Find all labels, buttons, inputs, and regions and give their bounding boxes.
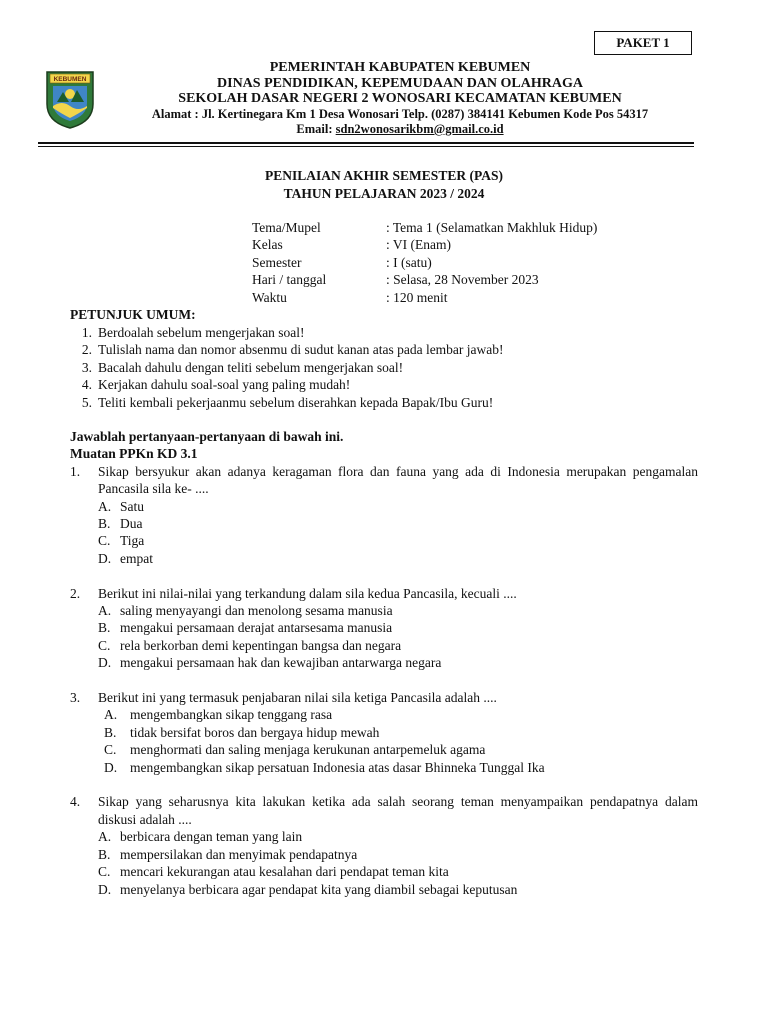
question-stem xyxy=(70,793,698,828)
question-text: Berikut ini yang termasuk penjabaran nilai sila ketiga Pancasila adalah .... xyxy=(98,690,497,706)
option-letter: C. xyxy=(98,533,111,549)
option-text: berbicara dengan teman yang lain xyxy=(120,829,303,845)
letterhead-divider-thick xyxy=(38,142,694,144)
answer-option[interactable] xyxy=(70,881,698,898)
info-key: Semester xyxy=(252,254,302,270)
school-name: SEKOLAH DASAR NEGERI 2 WONOSARI KECAMATAN KEBUMEN xyxy=(178,91,622,106)
option-letter: B. xyxy=(98,846,111,862)
option-text: mengembangkan sikap tenggang rasa xyxy=(130,707,333,723)
option-text: mengakui persamaan hak dan kewajiban antarwarga negara xyxy=(120,655,442,671)
answer-option[interactable] xyxy=(70,828,698,845)
answer-option[interactable] xyxy=(70,863,698,880)
option-text: menghormati dan saling menjaga kerukunan antarpemeluk agama xyxy=(130,742,486,758)
exam-info-row xyxy=(252,236,597,253)
exam-info xyxy=(252,219,597,306)
option-letter: A. xyxy=(104,707,118,723)
answer-option[interactable] xyxy=(70,759,698,776)
kebumen-emblem-logo xyxy=(44,68,96,130)
question-number: 4. xyxy=(70,794,81,810)
option-text: mengakui persamaan derajat antarsesama manusia xyxy=(120,620,393,636)
option-letter: B. xyxy=(104,724,117,740)
spacer xyxy=(70,672,698,689)
info-value: : 120 menit xyxy=(386,289,448,305)
option-letter: C. xyxy=(98,864,111,880)
info-key: Tema/Mupel xyxy=(252,220,321,235)
option-text: empat xyxy=(120,550,153,566)
paket-label: PAKET 1 xyxy=(594,31,692,55)
answer-option[interactable] xyxy=(70,532,698,549)
school-email[interactable]: sdn2wonosarikbm@gmail.co.id xyxy=(335,122,504,136)
question-text: Berikut ini nilai-nilai yang terkandung dalam sila kedua Pancasila, kecuali .... xyxy=(98,585,517,601)
instruction-text: Teliti kembali pekerjaanmu sebelum diserahkan kepada Bapak/Ibu Guru! xyxy=(98,394,494,410)
option-text: mengembangkan sikap persatuan Indonesia atas dasar Bhinneka Tunggal Ika xyxy=(130,759,545,775)
info-value: : Tema 1 (Selamatkan Makhluk Hidup) xyxy=(386,220,598,235)
option-letter: C. xyxy=(104,742,117,758)
option-text: Dua xyxy=(120,516,143,532)
answer-option[interactable] xyxy=(70,654,698,671)
questions-instruction: Jawablah pertanyaan-pertanyaan di bawah ini. xyxy=(70,429,344,444)
question xyxy=(70,585,698,672)
option-letter: A. xyxy=(98,603,112,619)
info-key: Waktu xyxy=(252,289,287,305)
exam-info-row xyxy=(252,219,597,236)
answer-option[interactable] xyxy=(70,637,698,654)
instruction-number: 5. xyxy=(81,394,92,410)
school-email-line xyxy=(110,122,690,138)
info-key: Kelas xyxy=(252,237,283,253)
instruction-text: Bacalah dahulu dengan teliti sebelum mengerjakan soal! xyxy=(98,359,404,375)
question-text: Sikap bersyukur akan adanya keragaman flora dan fauna yang ada di Indonesia merupakan pengamalan Pancasila sila ke- .... xyxy=(98,463,698,497)
answer-option[interactable] xyxy=(70,724,698,741)
instruction-number: 2. xyxy=(81,342,92,358)
option-letter: A. xyxy=(98,498,112,514)
answer-option[interactable] xyxy=(70,619,698,636)
answer-option[interactable] xyxy=(70,741,698,758)
office-name: DINAS PENDIDIKAN, KEPEMUDAAN DAN OLAHRAGA xyxy=(217,75,583,91)
instruction-text: Kerjakan dahulu soal-soal yang paling mudah! xyxy=(98,377,351,393)
question-text: Sikap yang seharusnya kita lakukan ketika ada salah seorang teman menyampaikan pendapatnya dalam diskusi adalah .... xyxy=(98,794,698,827)
option-letter: C. xyxy=(98,637,111,653)
answer-option[interactable] xyxy=(70,515,698,532)
instruction-item xyxy=(70,359,698,377)
exam-title xyxy=(70,167,698,203)
exam-title-line2: TAHUN PELAJARAN 2023 / 2024 xyxy=(283,186,485,201)
option-letter: D. xyxy=(104,759,118,775)
subject-section-title: Muatan PPKn KD 3.1 xyxy=(70,446,198,462)
exam-title-line1: PENILAIAN AKHIR SEMESTER (PAS) xyxy=(265,168,503,183)
question-number: 3. xyxy=(70,690,81,706)
answer-option[interactable] xyxy=(70,550,698,567)
questions-section xyxy=(70,428,698,898)
instruction-text: Berdoalah sebelum mengerjakan soal! xyxy=(98,324,305,340)
question-stem xyxy=(70,585,698,602)
option-text: rela berkorban demi kepentingan bangsa dan negara xyxy=(120,637,402,653)
option-text: tidak bersifat boros dan bergaya hidup mewah xyxy=(130,724,380,740)
exam-info-row xyxy=(252,271,597,288)
question-number: 1. xyxy=(70,463,81,479)
info-value: : I (satu) xyxy=(386,254,432,270)
answer-option[interactable] xyxy=(70,602,698,619)
question-stem xyxy=(70,689,698,706)
instruction-number: 4. xyxy=(81,377,92,393)
letterhead-divider-thin xyxy=(38,146,694,147)
email-label: Email: xyxy=(296,122,336,136)
letterhead xyxy=(110,60,690,138)
instruction-item xyxy=(70,376,698,394)
question-stem xyxy=(70,463,698,498)
option-text: saling menyayangi dan menolong sesama manusia xyxy=(120,603,393,619)
answer-option[interactable] xyxy=(70,706,698,723)
gov-name: PEMERINTAH KABUPATEN KEBUMEN xyxy=(269,60,531,75)
instruction-number: 3. xyxy=(81,359,92,375)
question xyxy=(70,793,698,897)
option-letter: D. xyxy=(98,655,112,671)
option-text: Satu xyxy=(120,498,145,514)
question xyxy=(70,463,698,567)
info-key: Hari / tanggal xyxy=(252,272,327,288)
info-value: : Selasa, 28 November 2023 xyxy=(386,272,539,288)
instruction-item xyxy=(70,341,698,359)
school-address: Alamat : Jl. Kertinegara Km 1 Desa Wonosari Telp. (0287) 384141 Kebumen Kode Pos 54317 xyxy=(151,106,649,121)
option-letter: B. xyxy=(98,516,111,532)
instruction-item xyxy=(70,324,698,342)
option-letter: D. xyxy=(98,550,112,566)
question-number: 2. xyxy=(70,585,81,601)
question xyxy=(70,689,698,776)
answer-option[interactable] xyxy=(70,498,698,515)
exam-info-row xyxy=(252,289,597,306)
answer-option[interactable] xyxy=(70,846,698,863)
instruction-item xyxy=(70,394,698,412)
general-instructions xyxy=(70,306,698,412)
instruction-number: 1. xyxy=(81,324,92,340)
option-text: mencari kekurangan atau kesalahan dari pendapat teman kita xyxy=(120,864,449,880)
option-letter: D. xyxy=(98,881,112,897)
option-letter: B. xyxy=(98,620,111,636)
instructions-heading: PETUNJUK UMUM: xyxy=(70,307,196,322)
spacer xyxy=(70,776,698,793)
option-text: Tiga xyxy=(120,533,145,549)
exam-info-row xyxy=(252,254,597,271)
spacer xyxy=(70,567,698,584)
option-letter: A. xyxy=(98,829,112,845)
svg-text:KEBUMEN: KEBUMEN xyxy=(53,76,87,84)
info-value: : VI (Enam) xyxy=(386,237,451,253)
option-text: mempersilakan dan menyimak pendapatnya xyxy=(120,846,358,862)
option-text: menyelanya berbicara agar pendapat kita yang diambil sebagai keputusan xyxy=(120,881,518,897)
instruction-text: Tulislah nama dan nomor absenmu di sudut kanan atas pada lembar jawab! xyxy=(98,342,504,358)
